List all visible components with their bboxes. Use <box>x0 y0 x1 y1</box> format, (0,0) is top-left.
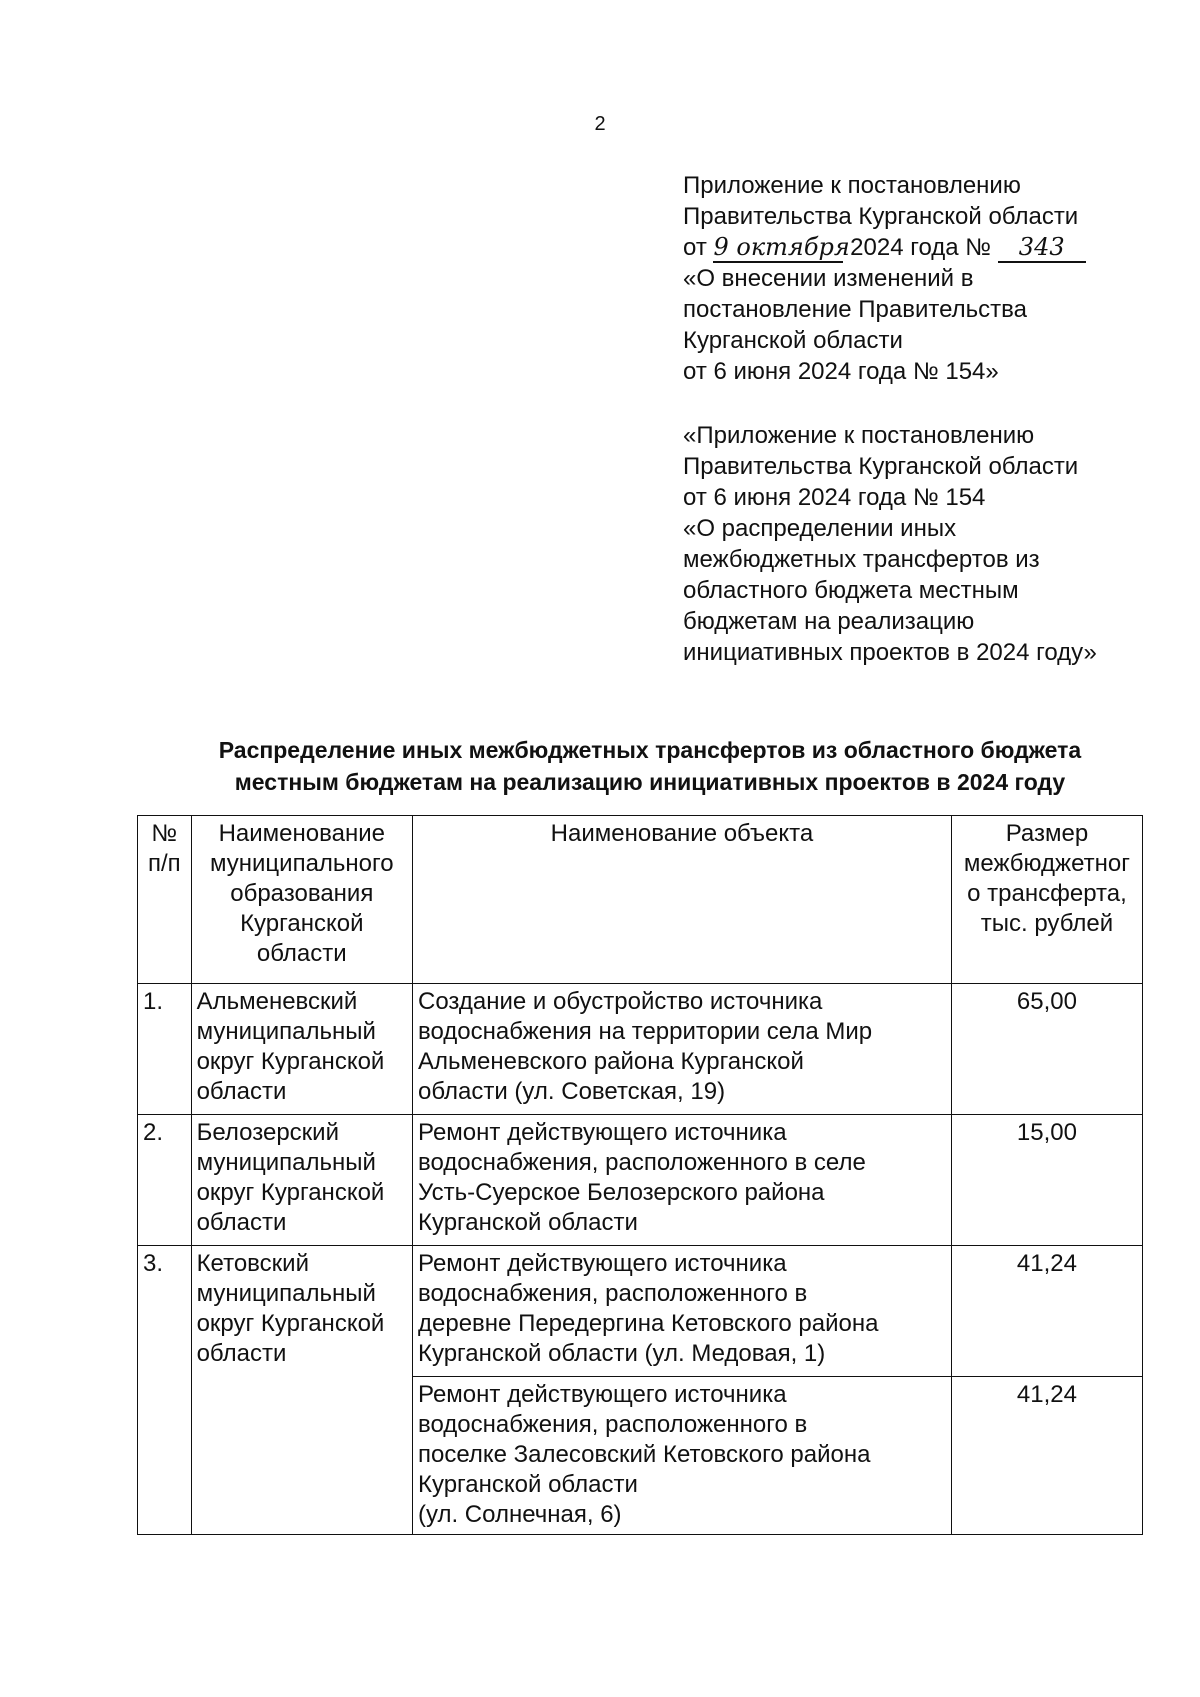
header-text: Курганской <box>240 910 364 937</box>
cell-text: Кетовский <box>196 1250 309 1277</box>
appendix-amendment-header <box>683 170 1163 387</box>
appendix-line: «О распределении иных <box>683 515 957 542</box>
cell-text: Создание и обустройство источника <box>418 988 823 1015</box>
handwritten-number: 343 <box>998 235 1086 263</box>
row-amount: 41,24 <box>951 1377 1142 1535</box>
row-number: 3. <box>138 1246 192 1535</box>
header-text: образования <box>230 880 374 907</box>
row-amount: 41,24 <box>951 1246 1142 1377</box>
cell-text: Курганской области (ул. Медовая, 1) <box>418 1340 826 1367</box>
appendix-line: Правительства Курганской области <box>683 203 1079 230</box>
table-row <box>138 984 1143 1115</box>
table-row <box>138 1246 1143 1377</box>
row-object <box>413 1377 952 1535</box>
cell-text: деревне Передергина Кетовского района <box>418 1310 879 1337</box>
row-object <box>413 1115 952 1246</box>
row-number: 2. <box>138 1115 192 1246</box>
appendix-line: от 6 июня 2024 года № 154 <box>683 484 986 511</box>
title-line: местным бюджетам на реализацию инициативных проектов в 2024 году <box>234 769 1066 795</box>
header-text: Размер <box>1005 820 1089 847</box>
cell-text: водоснабжения на территории села Мир <box>418 1018 873 1045</box>
appendix-line: постановление Правительства <box>683 296 1027 323</box>
cell-text: (ул. Солнечная, 6) <box>418 1501 622 1528</box>
cell-text: Белозерский <box>196 1119 339 1146</box>
row-municipality <box>191 1246 412 1535</box>
table-row <box>138 1115 1143 1246</box>
header-text: п/п <box>147 850 181 877</box>
header-text: № <box>151 820 178 847</box>
appendix-line: Правительства Курганской области <box>683 453 1079 480</box>
handwritten-date: 9 октября <box>713 233 850 261</box>
header-municipality <box>191 816 412 984</box>
cell-text: муниципальный <box>196 1018 376 1045</box>
date-prefix: от <box>683 234 707 261</box>
appendix-line: от 6 июня 2024 года № 154» <box>683 358 999 385</box>
cell-text: Курганской области <box>418 1209 638 1236</box>
row-object <box>413 984 952 1115</box>
cell-text: муниципальный <box>196 1149 376 1176</box>
header-text: Наименование объекта <box>550 820 814 847</box>
cell-text: Ремонт действующего источника <box>418 1250 787 1277</box>
cell-text: поселке Залесовский Кетовского района <box>418 1441 871 1468</box>
header-text: муниципального <box>209 850 394 877</box>
header-object <box>413 816 952 984</box>
appendix-line: «Приложение к постановлению <box>683 422 1035 449</box>
date-middle: 2024 года № <box>850 234 992 261</box>
transfer-distribution-table <box>137 815 1143 1535</box>
title-line: Распределение иных межбюджетных трансфертов из областного бюджета <box>218 737 1082 763</box>
cell-text: Усть-Суерское Белозерского района <box>418 1179 825 1206</box>
header-text: Наименование <box>218 820 385 847</box>
row-amount: 65,00 <box>951 984 1142 1115</box>
cell-text: водоснабжения, расположенного в селе <box>418 1149 866 1176</box>
row-municipality <box>191 1115 412 1246</box>
cell-text: Альменевский <box>196 988 358 1015</box>
cell-text: водоснабжения, расположенного в <box>418 1280 808 1307</box>
row-amount: 15,00 <box>951 1115 1142 1246</box>
header-num <box>138 816 192 984</box>
document-title <box>120 734 1180 798</box>
row-number: 1. <box>138 984 192 1115</box>
cell-text: области (ул. Советская, 19) <box>418 1078 726 1105</box>
header-text: межбюджетног <box>963 850 1130 877</box>
appendix-line: Приложение к постановлению <box>683 172 1021 199</box>
table-header-row <box>138 816 1143 984</box>
cell-text: Ремонт действующего источника <box>418 1119 787 1146</box>
cell-text: Альменевского района Курганской <box>418 1048 804 1075</box>
row-municipality <box>191 984 412 1115</box>
appendix-original-header <box>683 420 1163 668</box>
row-object <box>413 1246 952 1377</box>
cell-text: области <box>196 1209 287 1236</box>
page-number: 2 <box>594 113 606 135</box>
cell-text: Курганской области <box>418 1471 638 1498</box>
appendix-line: областного бюджета местным <box>683 577 1019 604</box>
header-amount <box>951 816 1142 984</box>
appendix-line: межбюджетных трансфертов из <box>683 546 1040 573</box>
cell-text: округ Курганской <box>196 1310 385 1337</box>
header-text: области <box>256 940 347 967</box>
appendix-line: инициативных проектов в 2024 году» <box>683 639 1097 666</box>
appendix-date-line <box>683 232 1163 263</box>
cell-text: водоснабжения, расположенного в <box>418 1411 808 1438</box>
appendix-line: бюджетам на реализацию <box>683 608 975 635</box>
cell-text: области <box>196 1340 287 1367</box>
cell-text: округ Курганской <box>196 1048 385 1075</box>
header-text: тыс. рублей <box>980 910 1114 937</box>
appendix-line: Курганской области <box>683 327 903 354</box>
appendix-line: «О внесении изменений в <box>683 265 974 292</box>
cell-text: округ Курганской <box>196 1179 385 1206</box>
cell-text: муниципальный <box>196 1280 376 1307</box>
cell-text: Ремонт действующего источника <box>418 1381 787 1408</box>
header-text: о трансферта, <box>967 880 1127 907</box>
cell-text: области <box>196 1078 287 1105</box>
